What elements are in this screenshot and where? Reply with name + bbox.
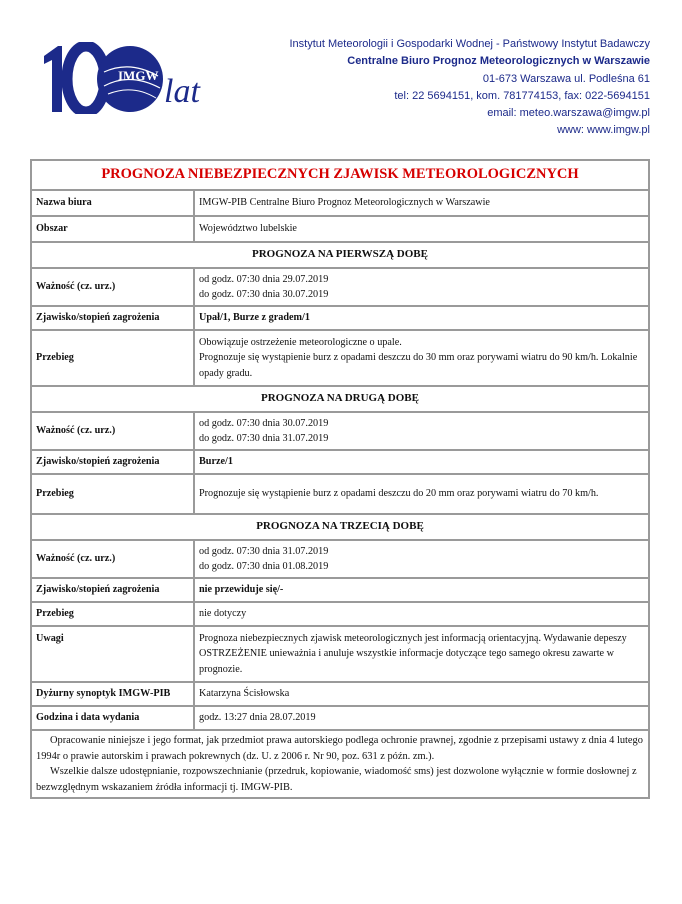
issued-label: Godzina i data wydania <box>31 706 194 730</box>
day2-validity <box>194 412 649 450</box>
institute-name: Instytut Meteorologii i Gospodarki Wodnej - Państwowy Instytut Badawczy <box>289 38 650 50</box>
day1-phenomenon-value: Upał/1, Burze z gradem/1 <box>194 306 649 330</box>
day1-validity-label: Ważność (cz. urz.) <box>31 268 194 306</box>
office-value: IMGW-PIB Centralne Biuro Prognoz Meteorologicznych w Warszawie <box>194 190 649 216</box>
legal-footer <box>31 730 649 798</box>
remarks-label: Uwagi <box>31 626 194 682</box>
day1-validity-to: do godz. 07:30 dnia 30.07.2019 <box>199 289 329 300</box>
day2-course: Prognozuje się wystąpienie burz z opadami deszczu do 20 mm oraz porywami wiatru do 70 km/h. <box>194 474 649 514</box>
office-label: Nazwa biura <box>31 190 194 216</box>
day3-validity-to: do godz. 07:30 dnia 01.08.2019 <box>199 561 329 572</box>
imgw-100-lat-logo <box>38 42 213 114</box>
footer-distribution: Wszelkie dalsze udostępnianie, rozpowszechnianie (przedruk, kopiowanie, wiadomość sms) jest dozwolone wyłącznie w formie dosłownej z bezwzględnym wskazaniem źródła informacji tj. IMGW-PIB. <box>36 766 637 793</box>
day2-validity-to: do godz. 07:30 dnia 31.07.2019 <box>199 433 329 444</box>
website[interactable]: www: www.imgw.pl <box>557 124 650 137</box>
bureau-name: Centralne Biuro Prognoz Meteorologicznych w Warszawie <box>347 55 650 68</box>
day2-heading: PROGNOZA NA DRUGĄ DOBĘ <box>31 386 649 412</box>
issued-value: godz. 13:27 dnia 28.07.2019 <box>194 706 649 730</box>
day2-validity-from: od godz. 07:30 dnia 30.07.2019 <box>199 417 329 429</box>
day2-course-label: Przebieg <box>31 474 194 514</box>
day1-course-line1: Obowiązuje ostrzeżenie meteorologiczne o upale. <box>199 336 402 348</box>
day1-validity <box>194 268 649 306</box>
day3-validity-from: od godz. 07:30 dnia 31.07.2019 <box>199 545 329 557</box>
day1-course-label: Przebieg <box>31 330 194 386</box>
area-value: Województwo lubelskie <box>194 216 649 242</box>
phone: tel: 22 5694151, kom. 781774153, fax: 022-5694151 <box>394 89 650 102</box>
logo-text: lat <box>164 73 200 110</box>
day3-phenomenon-value: nie przewiduje się/- <box>194 578 649 602</box>
day3-validity <box>194 540 649 578</box>
synoptic-label: Dyżurny synoptyk IMGW-PIB <box>31 682 194 706</box>
email[interactable]: email: meteo.warszawa@imgw.pl <box>487 107 650 120</box>
day1-validity-from: od godz. 07:30 dnia 29.07.2019 <box>199 273 329 285</box>
address: 01-673 Warszawa ul. Podleśna 61 <box>482 72 650 85</box>
day2-validity-label: Ważność (cz. urz.) <box>31 412 194 450</box>
remarks-value: Prognoza niebezpiecznych zjawisk meteorologicznych jest informacją orientacyjną. Wydawanie depeszy OSTRZEŻENIE unieważnia i anuluje wszystkie informacje dotyczące tego samego okresu zawarte w prognozie. <box>194 626 649 682</box>
synoptic-value: Katarzyna Ścisłowska <box>194 682 649 706</box>
document-title: PROGNOZA NIEBEZPIECZNYCH ZJAWISK METEOROLOGICZNYCH <box>31 160 649 190</box>
forecast-table <box>30 159 650 799</box>
day3-course: nie dotyczy <box>194 602 649 626</box>
day3-phenomenon-label: Zjawisko/stopień zagrożenia <box>31 578 194 602</box>
day1-course-line2: Prognozuje się wystąpienie burz z opadami deszczu do 30 mm oraz porywami wiatru do 90 km/h. Lokalnie opady gradu. <box>199 352 638 379</box>
day1-course <box>194 330 649 386</box>
day3-validity-label: Ważność (cz. urz.) <box>31 540 194 578</box>
day2-phenomenon-value: Burze/1 <box>194 450 649 474</box>
footer-copyright: Opracowanie niniejsze i jego format, jak przedmiot prawa autorskiego podlega ochronie prawnej, zgodnie z przepisami ustawy z dnia 4 lutego 1994r o prawie autorskim i prawach pokrewnych (dz. U. z 2006 r. Nr 90, poz. 631 z późn. zm.). <box>36 735 643 762</box>
area-label: Obszar <box>31 216 194 242</box>
day1-heading: PROGNOZA NA PIERWSZĄ DOBĘ <box>31 242 649 268</box>
day3-heading: PROGNOZA NA TRZECIĄ DOBĘ <box>31 514 649 540</box>
day3-course-label: Przebieg <box>31 602 194 626</box>
day2-phenomenon-label: Zjawisko/stopień zagrożenia <box>31 450 194 474</box>
day1-phenomenon-label: Zjawisko/stopień zagrożenia <box>31 306 194 330</box>
institution-header <box>289 36 650 140</box>
logo-badge: IMGW <box>118 68 159 83</box>
